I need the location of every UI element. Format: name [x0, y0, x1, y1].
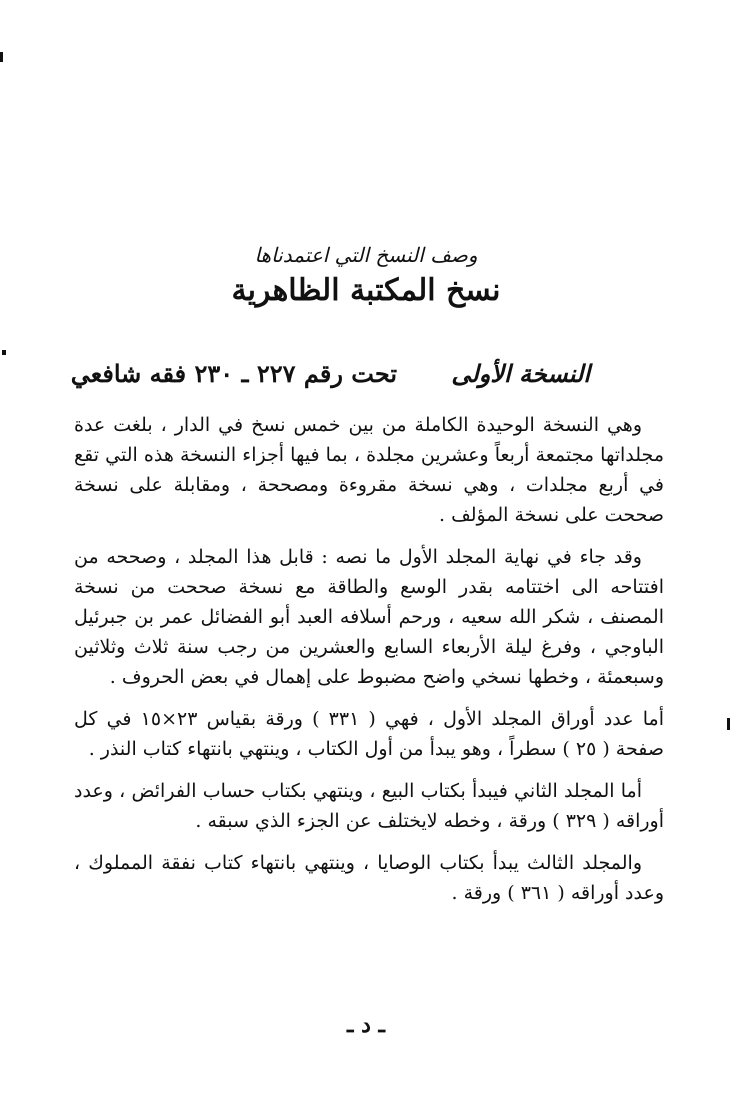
paragraph-5: والمجلد الثالث يبدأ بكتاب الوصايا ، وينتهي بانتهاء كتاب نفقة المملوك ، وعدد أوراقه ( ٣٦١ ) ورقة .	[74, 852, 664, 904]
paragraph-1: وهي النسخة الوحيدة الكاملة من بين خمس نسخ في الدار ، بلغت عدة مجلداتها مجتمعة أربعاً وعشرين مجلدة ، بما فيها أجزاء النسخة هذه التي تقع في أربع مجلدات ، وهي نسخة مقروءة ومصححة ، ومقابلة على نسخة صححت على نسخة المؤلف .	[74, 414, 664, 526]
paragraph-3: أما عدد أوراق المجلد الأول ، فهي ( ٣٣١ ) ورقة بقياس ٢٣×١٥ في كل صفحة ( ٢٥ ) سطراً ، وهو يبدأ من أول الكتاب ، وينتهي بانتهاء كتاب النذر .	[74, 708, 664, 760]
edge-mark-mid-right	[727, 718, 730, 730]
copy-title-name: النسخة الأولى	[451, 359, 590, 388]
copy-title-detail: تحت رقم ٢٢٧ ـ ٢٣٠ فقه شافعي	[70, 359, 398, 388]
edge-mark-mid-left	[2, 350, 6, 355]
heading-title: نسخ المكتبة الظاهرية	[231, 273, 501, 308]
section-heading	[0, 240, 732, 312]
edge-mark-top-left	[0, 52, 3, 62]
page-number: ـ د ـ	[346, 1012, 385, 1038]
paragraph-2: وقد جاء في نهاية المجلد الأول ما نصه : قابل هذا المجلد ، وصححه من افتتاحه الى اختتامه بقدر الوسع والطاقة مع نسخة صححت من نسخة المصنف ، شكر الله سعيه ، ورحم أسلافه العبد أبو الفضائل عمر بن جبرئيل الباوجي ، وفرغ ليلة الأربعاء السابع والعشرين من رجب سنة ثلاث وثلاثين وسبعمئة ، وخطها نسخي واضح مضبوط على إهمال في بعض الحروف .	[74, 546, 664, 688]
copy-title	[70, 356, 590, 392]
paragraph-4: أما المجلد الثاني فيبدأ بكتاب البيع ، وينتهي بكتاب حساب الفرائض ، وعدد أوراقه ( ٣٢٩ ) ورقة ، وخطه لايختلف عن الجزء الذي سبقه .	[74, 780, 664, 832]
heading-subtitle: وصف النسخ التي اعتمدناها	[254, 243, 478, 267]
body-text	[74, 410, 664, 908]
